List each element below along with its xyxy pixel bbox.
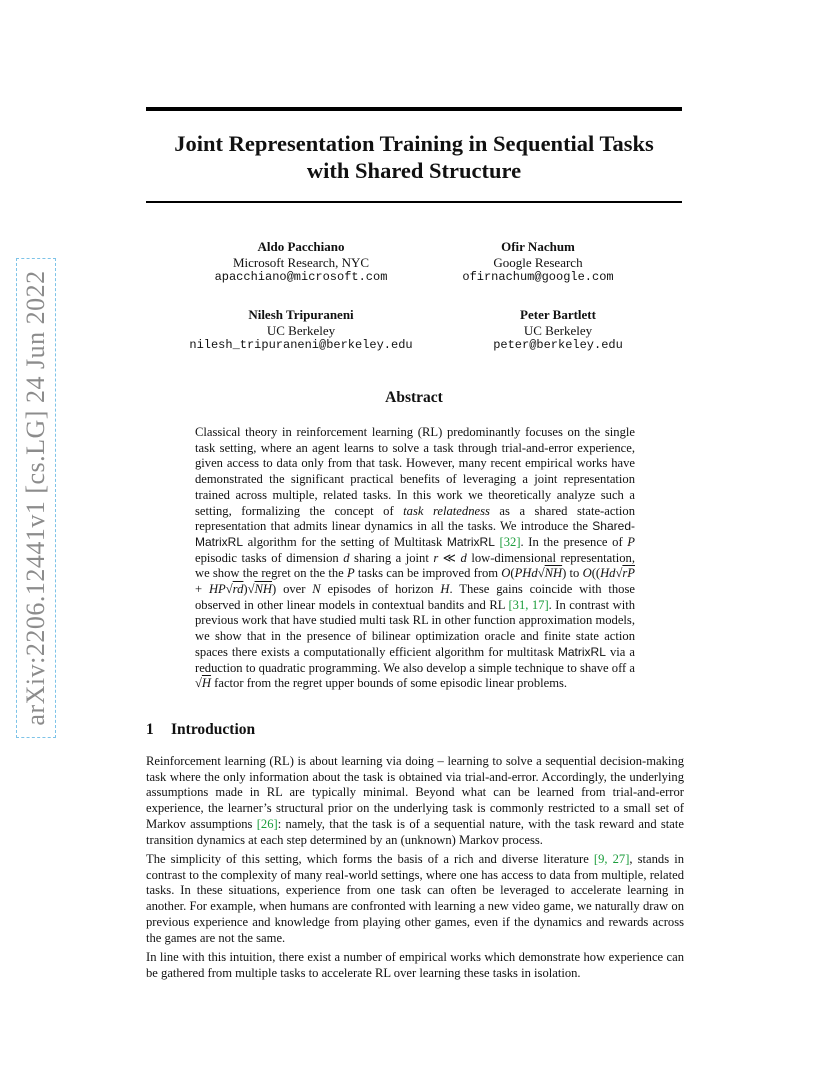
author-affiliation: Google Research (493, 254, 583, 270)
citation-link[interactable]: [31, 17] (508, 597, 549, 612)
author-block (408, 239, 668, 286)
author-email: apacchiano@microsoft.com (214, 270, 388, 284)
author-affiliation: Microsoft Research, NYC (232, 254, 370, 270)
citation-link[interactable]: [26] (256, 816, 278, 831)
title-line-1: Joint Representation Training in Sequential Tasks (174, 131, 654, 156)
author-name: Nilesh Tripuraneni (248, 307, 354, 322)
intro-paragraph: The simplicity of this setting, which forms the basis of a rich and diverse literature [9, 27], stands in contrast to the complexity of many real-world settings, where one has access to data from multiple, related tasks. In these situations, experience from one task can often be leveraged to accelerate learning in another. For example, when humans are confronted with learning a new video game, we naturally draw on previous experience and knowledge from playing other games, even if the dynamics and rewards across the games are not the same. (146, 852, 685, 945)
bottom-rule (146, 201, 682, 203)
arxiv-stamp-text: arXiv:2206.12441v1 [cs.LG] 24 Jun 2022 (21, 270, 50, 726)
author-block (428, 307, 688, 354)
citation-link[interactable]: [9, 27] (593, 852, 630, 866)
algorithm-name: MatrixRL (446, 534, 495, 549)
section-heading (146, 721, 255, 739)
title-line-2: with Shared Structure (306, 158, 522, 183)
paper-title (146, 130, 682, 184)
author-name: Aldo Pacchiano (257, 239, 345, 254)
intro-paragraph: Reinforcement learning (RL) is about learning via doing – learning to solve a sequential decision-making task where the only information about the task is obtained via trial-and-error. Accordingly, the underlying assumptions made in RL are typically minimal. Beyond what can be learned from trial-and-error experience, the learner’s structural prior on the underlying task is commonly restricted to a small set of Markov assumptions [26]: namely, that the task is of a sequential nature, with the task reward and state transition dynamics at each step determined by an (unknown) Markov process. (146, 754, 684, 847)
author-affiliation: UC Berkeley (523, 322, 593, 338)
abstract-text: Classical theory in reinforcement learning (RL) predominantly focuses on the single task setting, where an agent learns to solve a task through trial-and-error experience, given access to data only from that task. However, many recent empirical works have demonstrated the significant practical benefits of leveraging a joint representation trained across multiple, related tasks. In this work we theoretically analyze such a setting, formalizing the concept of task relatedness as a shared state-action representation that admits linear dynamics in all the tasks. We introduce the Shared-MatrixRL algorithm for the setting of Multitask MatrixRL [32]. In the presence of P episodic tasks of dimension d sharing a joint r ≪ d low-dimensional representation, we show the regret on the the P tasks can be improved from O(PHd√NH) to O((Hd√rP + HP√rd)√NH) over N episodes of horizon H. These gains coincide with those observed in other linear models in contextual bandits and RL [31, 17]. In contrast with previous work that have studied multi task RL in other function approximation models, we show that in the presence of bilinear optimization oracle and finite state action spaces there exists a computationally efficient algorithm for multitask MatrixRL via a reduction to quadratic programming. We also develop a simple technique to shave off a √H factor from the regret upper bounds of some episodic linear problems. (195, 425, 636, 691)
author-block (171, 307, 431, 354)
algorithm-name: MatrixRL (557, 644, 606, 659)
arxiv-stamp (16, 258, 56, 738)
author-name: Peter Bartlett (520, 307, 596, 322)
abstract-heading: Abstract (385, 389, 443, 406)
section-title: Introduction (171, 721, 256, 738)
top-rule (146, 107, 682, 111)
author-affiliation: UC Berkeley (266, 322, 336, 338)
citation-link[interactable]: [32] (499, 534, 521, 549)
intro-paragraph: In line with this intuition, there exist a number of empirical works which demonstrate how experience can be gathered from multiple tasks to accelerate RL over learning these tasks in isolation. (146, 950, 684, 980)
section-number: 1 (146, 721, 154, 738)
author-block (171, 239, 431, 286)
author-email: nilesh_tripuraneni@berkeley.edu (189, 338, 413, 352)
author-name: Ofir Nachum (501, 239, 575, 254)
author-email: peter@berkeley.edu (493, 338, 623, 352)
algorithm-name: Shared-MatrixRL (195, 519, 635, 549)
author-email: ofirnachum@google.com (462, 270, 614, 284)
